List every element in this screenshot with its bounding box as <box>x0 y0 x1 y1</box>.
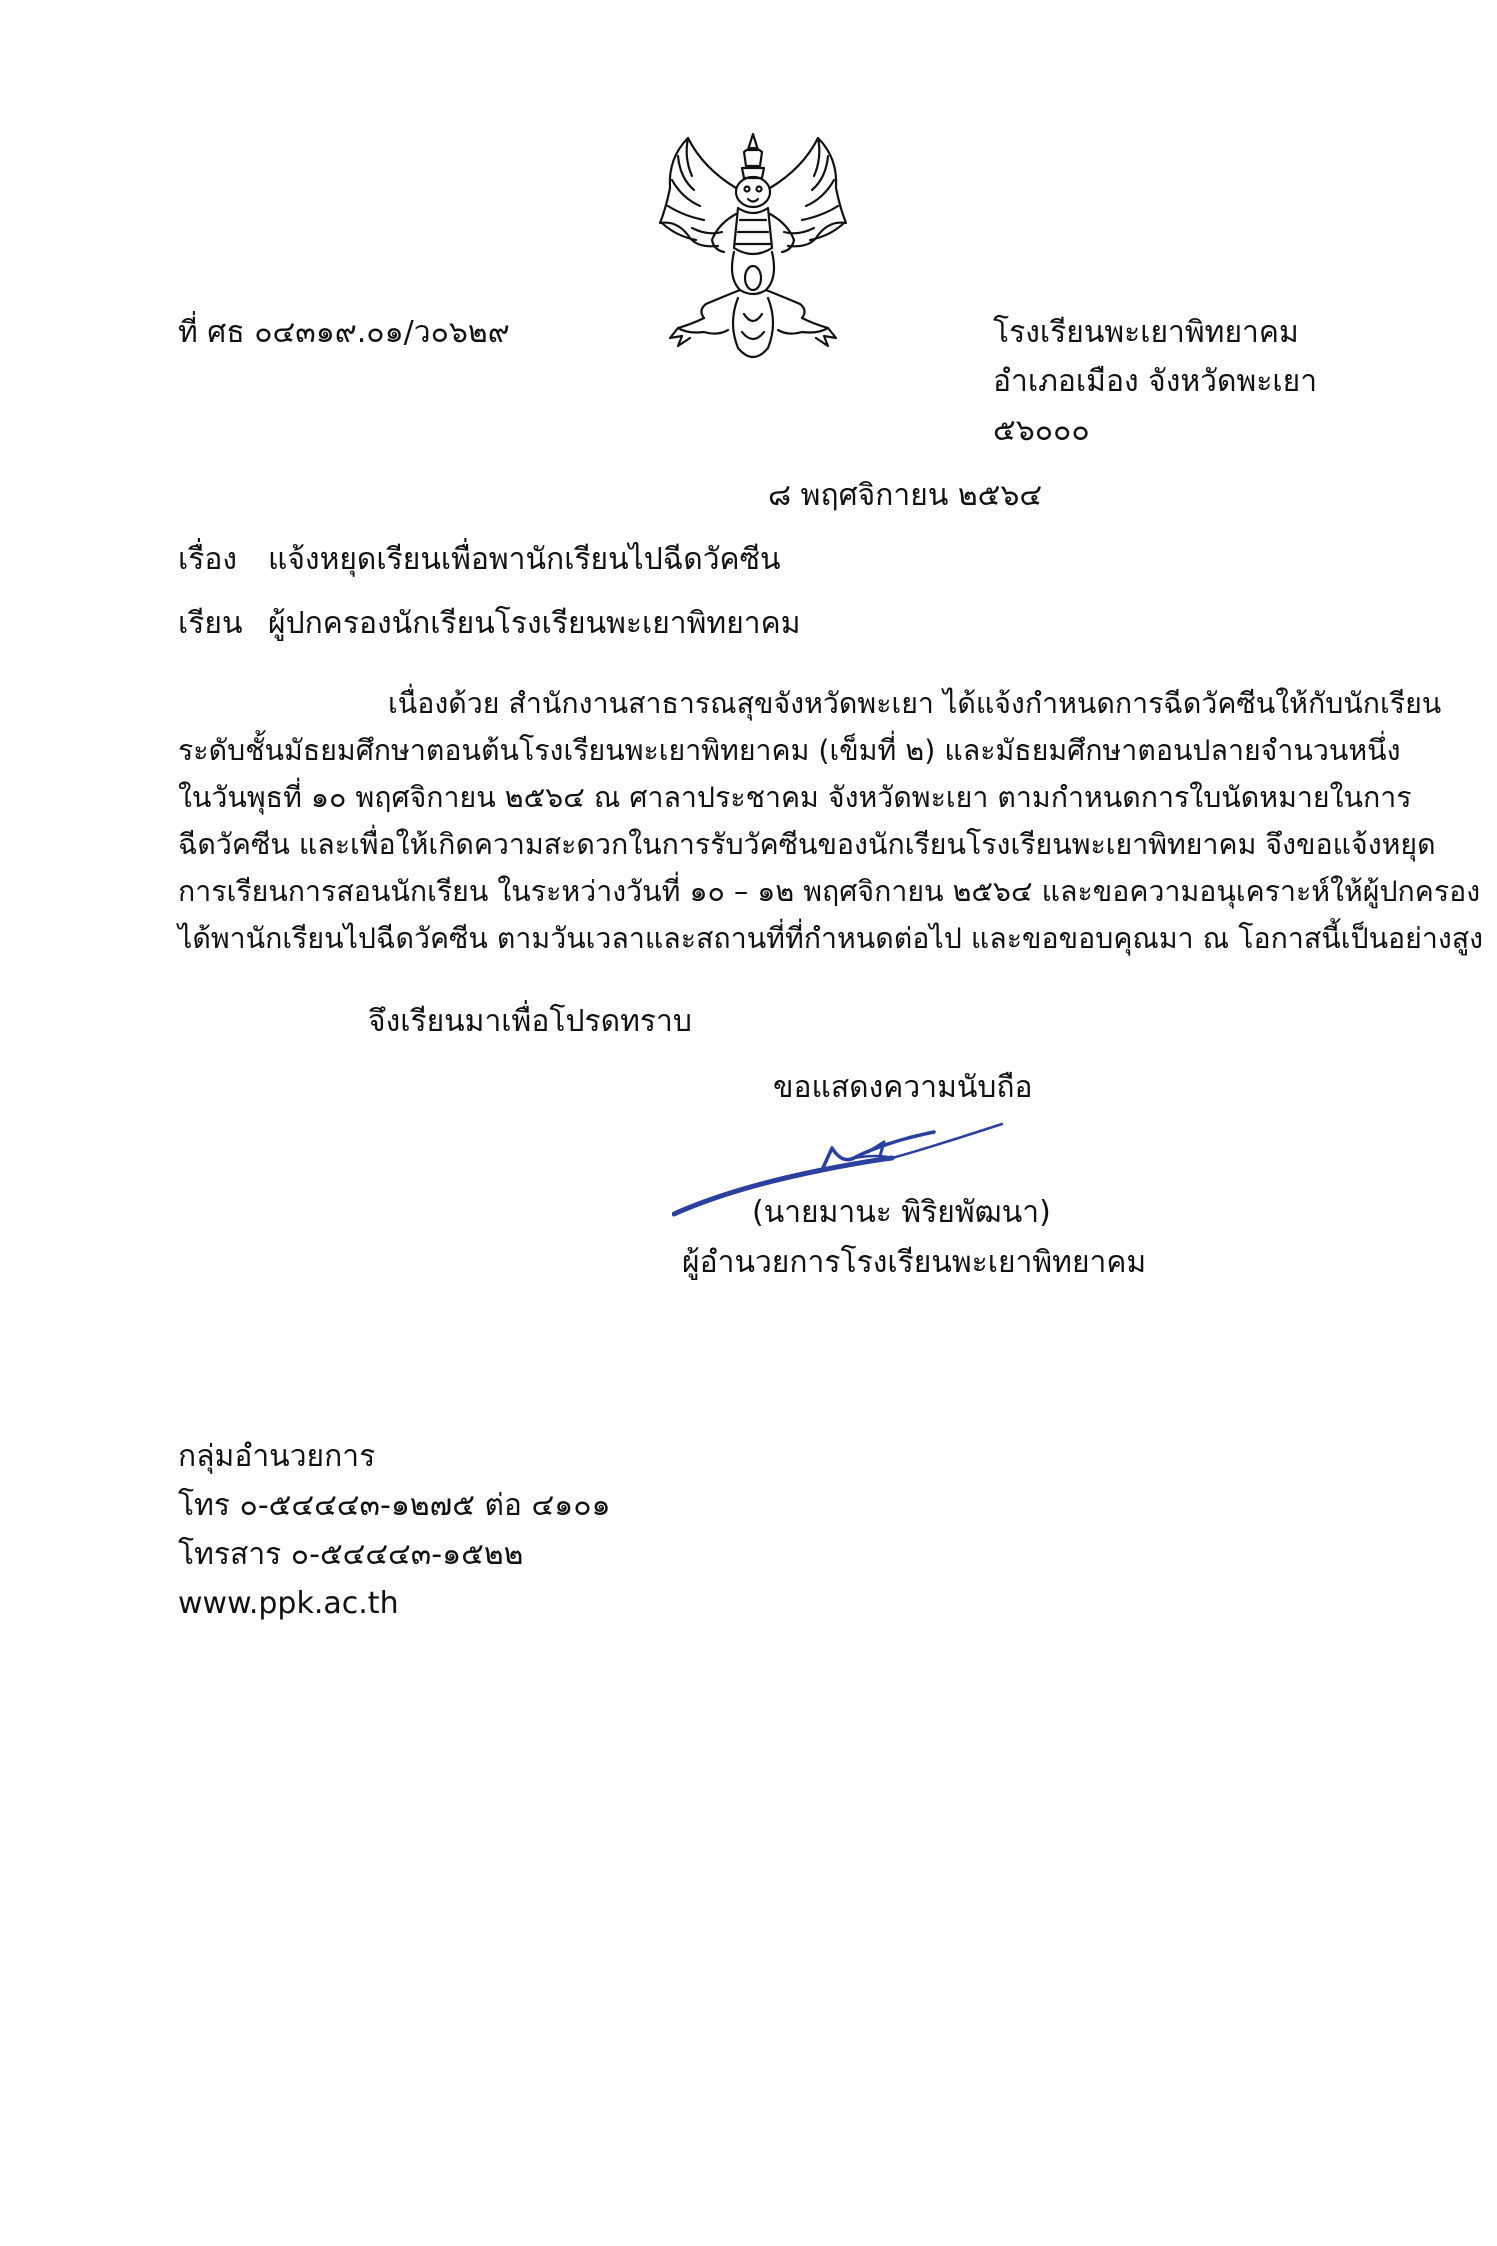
body-line: ในวันพุธที่ ๑๐ พฤศจิกายน ๒๕๖๔ ณ ศาลาประชาคม จังหวัดพะเยา ตามกำหนดการใบนัดหมายในการ <box>178 781 1412 814</box>
recipient-text: ผู้ปกครองนักเรียนโรงเรียนพะเยาพิทยาคม <box>268 606 801 641</box>
subject-label: เรื่อง <box>178 542 238 577</box>
fax-number: โทรสาร ๐-๕๔๔๔๓-๑๕๒๒ <box>178 1537 524 1572</box>
subject-text: แจ้งหยุดเรียนเพื่อพานักเรียนไปฉีดวัคซีน <box>268 542 781 577</box>
salutation: ขอแสดงความนับถือ <box>773 1070 1033 1105</box>
body-line: การเรียนการสอนนักเรียน ในระหว่างวันที่ ๑๐ – ๑๒ พฤศจิกายน ๒๕๖๔ และขอความอนุเคราะห์ให้ผู้ปกครอง <box>178 875 1481 908</box>
body-line: เนื่องด้วย สำนักงานสาธารณสุขจังหวัดพะเยา ได้แจ้งกำหนดการฉีดวัคซีนให้กับนักเรียน <box>388 687 1442 720</box>
garuda-emblem-icon <box>648 128 858 373</box>
website-link[interactable]: www.ppk.ac.th <box>178 1586 399 1621</box>
org-name: โรงเรียนพะเยาพิทยาคม <box>993 315 1299 350</box>
document-number: ที่ ศธ ๐๔๓๑๙.๐๑/ว๐๖๒๙ <box>178 315 510 350</box>
recipient-label: เรียน <box>178 606 243 641</box>
body-line: ได้พานักเรียนไปฉีดวัคซีน ตามวันเวลาและสถานที่ที่กำหนดต่อไป และขอขอบคุณมา ณ โอกาสนี้เป็นอย่างสูง <box>178 922 1484 955</box>
phone-number: โทร ๐-๕๔๔๔๓-๑๒๗๕ ต่อ ๔๑๐๑ <box>178 1488 611 1523</box>
department-name: กลุ่มอำนวยการ <box>178 1439 376 1474</box>
body-line: ระดับชั้นมัธยมศึกษาตอนต้นโรงเรียนพะเยาพิทยาคม (เข็มที่ ๒) และมัธยมศึกษาตอนปลายจำนวนหนึ่ง <box>178 734 1401 767</box>
document-date: ๘ พฤศจิกายน ๒๕๖๔ <box>768 478 1043 513</box>
org-postcode: ๕๖๐๐๐ <box>993 413 1090 448</box>
body-line: ฉีดวัคซีน และเพื่อให้เกิดความสะดวกในการรับวัคซีนของนักเรียนโรงเรียนพะเยาพิทยาคม จึงขอแจ้งหยุด <box>178 828 1436 861</box>
signatory-name: (นายมานะ พิริยพัฒนา) <box>752 1195 1051 1230</box>
closing-text: จึงเรียนมาเพื่อโปรดทราบ <box>368 1004 692 1039</box>
org-district: อำเภอเมือง จังหวัดพะเยา <box>993 364 1318 399</box>
signatory-position: ผู้อำนวยการโรงเรียนพะเยาพิทยาคม <box>682 1245 1147 1280</box>
